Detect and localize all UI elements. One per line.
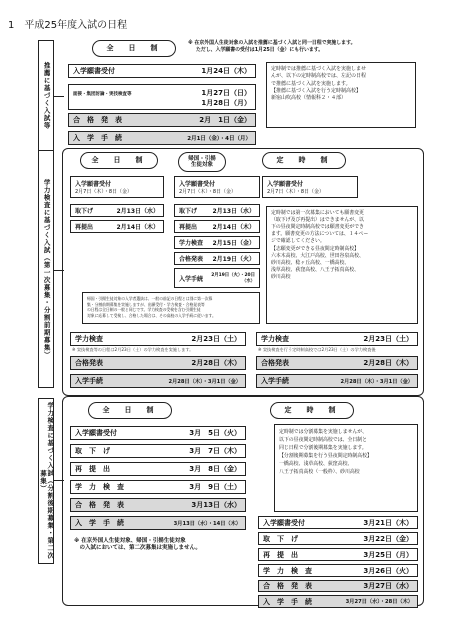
g2-zen-goukaku: 合 格 発 表 3月13日（水） [70, 498, 246, 512]
header-teiji-1: 定 時 制 [262, 152, 346, 169]
g2-zen-tetsuzuki: 入 学 手 続 3月13日（水）・14日（木） [70, 516, 246, 530]
header-zennichi-2: 全 日 制 [88, 402, 172, 419]
note-g2-teiji: 定時制では分割募集を実施しませんが、 以下の昼夜間定時制高校では、全日制と 同じ日程で分割後期募集を実施します。 【分割後期募集を行う昼夜間定時制高校】 一橋高校、浅草高校、荻窪高校、 八王子拓真高校（一般枠）、砂川高校 [274, 424, 418, 512]
section-label-gakuryoku1: 学力検査に基づく入試（第一次募集・分割前期募集） [38, 150, 54, 388]
header-teiji-2: 定 時 制 [270, 402, 354, 419]
suisen-row-mensetsu: 面接・集団討論・実技検査等 1月27日（日） 1月28日（月） [68, 84, 256, 110]
g2-zen-torisage: 取 下 げ 3月 7日（木） [70, 444, 246, 458]
g1-zen-saiteishutsu: 再提出 2月14日（木） [70, 220, 164, 233]
g1-kikoku-gakuryoku: 学力検査 2月15日（金） [174, 236, 260, 249]
g2-teiji-torisage: 取 下 げ 3月22日（金） [258, 532, 418, 545]
g2-teiji-tetsuzuki: 入 学 手 続 3月27日（水）・28日（木） [258, 595, 418, 608]
g1-kikoku-saiteishutsu: 再提出 2月14日（木） [174, 220, 260, 233]
page-title: 1 平成25年度入試の日程 [8, 20, 128, 31]
g1-teiji-tetsuzuki: 入学手続 2月28日（木）・3月1日（金） [256, 374, 418, 388]
g1-zen-torisage: 取下げ 2月13日（水） [70, 204, 164, 217]
g1-kikoku-tetsuzuki: 入学手続 2月19日（火）・20日（水） [174, 268, 260, 288]
section-label-suisen: 推薦に基づく入試等 [38, 40, 54, 152]
suisen-row-ganshou: 入学願書受付 1月24日（木） [68, 64, 256, 78]
g1-kikoku-ganshou: 入学願書受付 2月7日（木）・8日（金） [174, 176, 260, 198]
note-teiji-shiganhenkou: 定時制では第一次募集においても願書変更 （取下げ及び再提出）はできませんが、以 下の昼夜間定時制高校では願書変更ができ ます。願書変更の方法については、１４ペー ジで確認してください。 【志願変更ができる昼夜間定時制高校】 六本木高校、大江戸高校、世田谷泉高校、 砂川高校、稔ヶ丘高校、一橋高校、 浅草高校、荻窪高校、八王子拓真高校、 砂川高校 [266, 206, 418, 324]
suisen-row-goukaku: 合 格 発 表 2月 1日（金） [68, 113, 256, 127]
g1-zen-tetsuzuki: 入学手続 2月28日（木）・3月1日（金） [70, 374, 246, 388]
header-zennichi-1: 全 日 制 [80, 152, 158, 169]
g2-zen-gakuryoku: 学 力 検 査 3月 9日（土） [70, 480, 246, 494]
g2-teiji-goukaku: 合 格 発 表 3月27日（水） [258, 580, 418, 592]
header-kikoku: 帰国・引揚 生徒対象 [178, 152, 226, 172]
g2-zen-saiteishutsu: 再 提 出 3月 8日（金） [70, 462, 246, 476]
g1-zen-goukaku: 合格発表 2月28日（木） [70, 356, 246, 370]
section-label-gakuryoku2: 学力検査に基づく入試（分割後期募集・第二次募集） [38, 398, 54, 564]
g2-teiji-ganshou: 入学願書受付 3月21日（木） [258, 516, 418, 529]
g1-teiji-small-note: ※ 実技検査を行う定時制高校では2月23日（土）の学力検査後 [258, 347, 376, 352]
g1-teiji-gakuryoku: 学力検査 2月23日（土） [256, 332, 418, 346]
g2-teiji-saiteishutsu: 再 提 出 3月25日（月） [258, 548, 418, 561]
g1-zen-ganshou: 入学願書受付 2月7日（木）・8日（金） [70, 176, 164, 198]
header-zennichi-suisen: 全 日 制 [92, 40, 176, 57]
note-g2-zen: ※ 在京外国人生徒対象、帰国・引揚生徒対象 の入試においては、第二次募集は実施しません。 [74, 538, 201, 552]
g1-zen-gakuryoku: 学力検査 2月23日（土） [70, 332, 246, 346]
g2-teiji-gakuryoku: 学 力 検 査 3月26日（火） [258, 564, 418, 577]
g1-zen-small-note: ※ 実技検査等の日程は2月23日（土）の学力検査を実施します。 [72, 347, 194, 352]
note-kikoku: 帰国・引揚生徒対象の入学者選抜は、一般の前記の日程とは別に第一次募 集・分割前期募集を実施しますが、出願受付・学力検査・合格発表等 の日程は全日制の一般と同じです。学力検査の受検を含む引揚生徒 対象に応募して受検し、合格した場合は、その高校の入学手続に従います。 [82, 292, 260, 324]
g1-kikoku-torisage: 取下げ 2月13日（水） [174, 204, 260, 217]
note-teiji-suisen: 定時制では推薦に基づく入試を実施しませ んが、以下の定時制高校では、左記の日程 で推薦に基づく入試を実施します。 【推薦に基づく入試を行う定時制高校】 新宿山吹高校（情報科２・４部） [266, 62, 416, 128]
suisen-row-tetsuzuki: 入 学 手 続 2月1日（金）・4日（月） [68, 131, 256, 145]
note-gaikokujin-suisen: ※ 在京外国人生徒対象の入試を推薦に基づく入試と同一日程で実施します。 ただし、入学願書の受付は1月25日（金）にも行います。 [188, 40, 356, 53]
g1-teiji-ganshou: 入学願書受付 2月7日（木）・8日（金） [262, 176, 358, 198]
connector [54, 96, 64, 97]
g2-zen-ganshou: 入学願書受付 3月 5日（火） [70, 426, 246, 440]
g1-kikoku-goukaku: 合格発表 2月19日（火） [174, 252, 260, 265]
g1-teiji-goukaku: 合格発表 2月28日（木） [256, 356, 418, 370]
